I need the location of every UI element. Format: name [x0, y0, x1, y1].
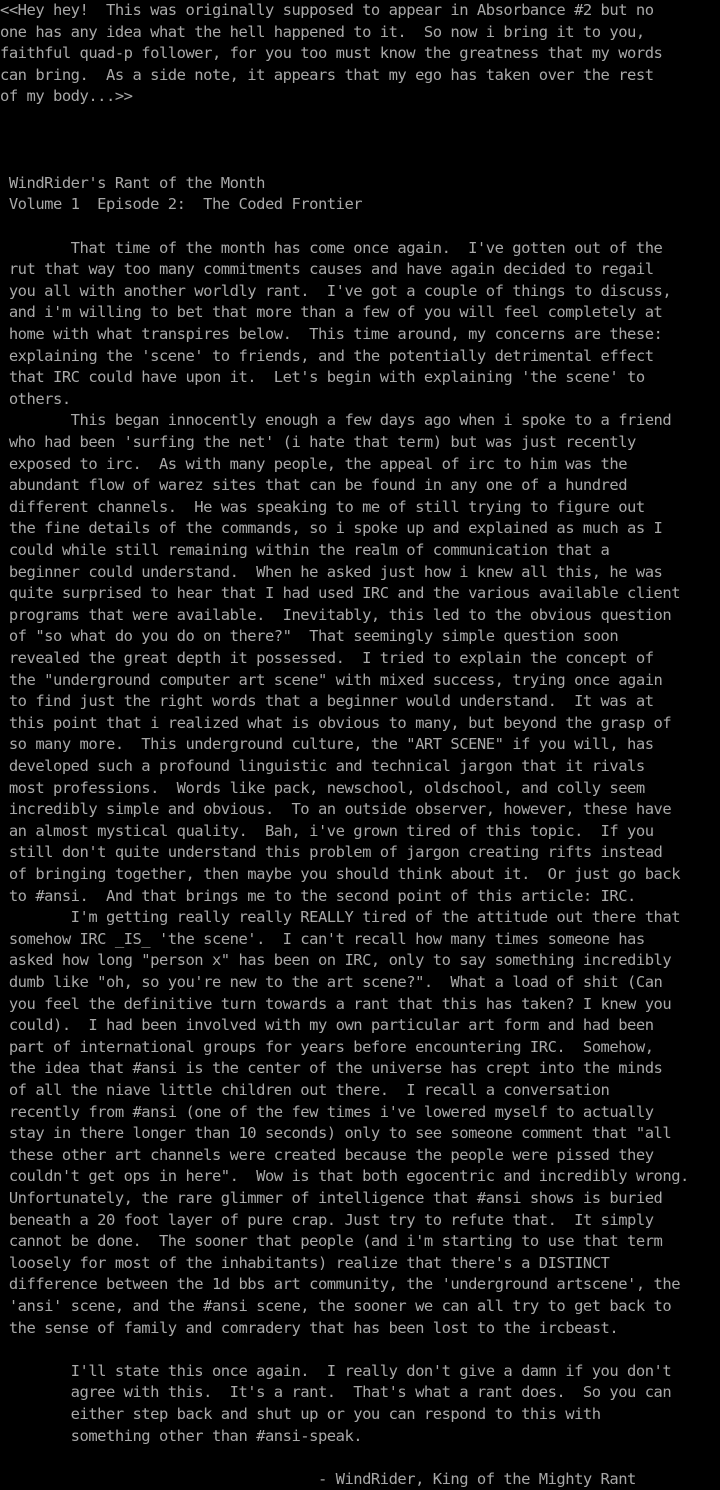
text-line: of all the niave little children out there. I recall a conversation: [0, 1081, 610, 1099]
text-line: revealed the great depth it possessed. I tried to explain the concept of: [0, 649, 654, 667]
text-line: the "underground computer art scene" with mixed success, trying once again: [0, 670, 663, 689]
text-line: I'm getting really really REALLY tired of the attitude out there that: [0, 908, 681, 927]
text-line: and i'm willing to bet that more than a few of you will feel completely at: [0, 303, 663, 322]
text-line: agree with this. It's a rant. That's what a rant does. So you can: [0, 1383, 672, 1402]
text-line: can bring. As a side note, it appears that my ego has taken over the rest: [0, 65, 654, 84]
text-line: most professions. Words like pack, newschool, oldschool, and colly seem: [0, 778, 645, 797]
text-line: to find just the right words that a beginner would understand. It was at: [0, 692, 654, 711]
text-line: beginner could understand. When he asked just how i knew all this, he was: [0, 562, 663, 581]
text-line: loosely for most of the inhabitants) realize that there's a DISTINCT: [0, 1253, 610, 1272]
text-line: of "so what do you do on there?" That seemingly simple question soon: [0, 627, 619, 646]
text-line: you feel the definitive turn towards a rant that this has taken? I knew you: [0, 994, 672, 1013]
text-line: WindRider's Rant of the Month: [0, 173, 265, 192]
text-line: That time of the month has come once again. I've gotten out of the: [0, 238, 663, 257]
text-line: either step back and shut up or you can respond to this with: [0, 1405, 601, 1423]
text-line: who had been 'surfing the net' (i hate that term) but was just recently: [0, 433, 636, 451]
text-line: asked how long "person x" has been on IRC, only to say something incredibly: [0, 951, 672, 970]
text-line: dumb like "oh, so you're new to the art scene?". What a load of shit (Can: [0, 973, 663, 991]
text-line: explaining the 'scene' to friends, and the potentially detrimental effect: [0, 346, 654, 365]
text-line: home with what transpires below. This time around, my concerns are these:: [0, 325, 663, 343]
text-line: the idea that #ansi is the center of the universe has crept into the minds: [0, 1059, 663, 1078]
text-line: something other than #ansi-speak.: [0, 1426, 363, 1445]
text-line: recently from #ansi (one of the few times i've lowered myself to actually: [0, 1102, 654, 1121]
text-line: abundant flow of warez sites that can be found in any one of a hundred: [0, 476, 628, 495]
text-line: difference between the 1d bbs art community, the 'underground artscene', the: [0, 1275, 681, 1294]
text-line: cannot be done. The sooner that people (and i'm starting to use that term: [0, 1232, 663, 1251]
text-line: others.: [0, 389, 71, 408]
text-line: beneath a 20 foot layer of pure crap. Just try to refute that. It simply: [0, 1210, 654, 1229]
text-line: incredibly simple and obvious. To an outside observer, however, these have: [0, 800, 672, 819]
text-line: - WindRider, King of the Mighty Rant: [0, 1469, 636, 1488]
text-line: rut that way too many commitments causes and have again decided to regail: [0, 260, 654, 279]
text-line: Volume 1 Episode 2: The Coded Frontier: [0, 195, 363, 214]
text-line: 'ansi' scene, and the #ansi scene, the sooner we can all try to get back to: [0, 1297, 672, 1315]
text-line: the fine details of the commands, so i spoke up and explained as much as I: [0, 519, 663, 538]
text-line: part of international groups for years before encountering IRC. Somehow,: [0, 1037, 654, 1056]
text-line: somehow IRC _IS_ 'the scene'. I can't recall how many times someone has: [0, 929, 645, 948]
text-line: still don't quite understand this problem of jargon creating rifts instead: [0, 843, 663, 862]
text-line: of bringing together, then maybe you should think about it. Or just go back: [0, 865, 681, 883]
text-line: This began innocently enough a few days ago when i spoke to a friend: [0, 411, 672, 430]
text-line: of my body...>>: [0, 87, 133, 106]
text-line: Unfortunately, the rare glimmer of intelligence that #ansi shows is buried: [0, 1189, 663, 1207]
text-line: the sense of family and comradery that has been lost to the ircbeast.: [0, 1318, 619, 1337]
text-line: developed such a profound linguistic and technical jargon that it rivals: [0, 757, 645, 775]
text-line: quite surprised to hear that I had used IRC and the various available client: [0, 584, 681, 603]
text-line: exposed to irc. As with many people, the appeal of irc to him was the: [0, 454, 628, 473]
text-line: this point that i realized what is obvious to many, but beyond the grasp of: [0, 713, 672, 732]
text-line: could while still remaining within the realm of communication that a: [0, 541, 610, 559]
text-line: programs that were available. Inevitably, this led to the obvious question: [0, 605, 672, 624]
text-line: could). I had been involved with my own particular art form and had been: [0, 1016, 654, 1035]
text-line: that IRC could have upon it. Let's begin with explaining 'the scene' to: [0, 368, 645, 387]
text-line: to #ansi. And that brings me to the second point of this article: IRC.: [0, 886, 636, 905]
text-line: couldn't get ops in here". Wow is that both egocentric and incredibly wrong.: [0, 1167, 689, 1186]
text-line: different channels. He was speaking to me of still trying to figure out: [0, 497, 645, 516]
text-line: an almost mystical quality. Bah, i've grown tired of this topic. If you: [0, 821, 654, 840]
text-line: these other art channels were created because the people were pissed they: [0, 1145, 654, 1164]
text-line: you all with another worldly rant. I've got a couple of things to discuss,: [0, 281, 672, 300]
text-line: I'll state this once again. I really don't give a damn if you don't: [0, 1361, 672, 1380]
text-line: <<Hey hey! This was originally supposed to appear in Absorbance #2 but no: [0, 1, 654, 19]
text-line: faithful quad-p follower, for you too must know the greatness that my words: [0, 44, 663, 63]
text-line: so many more. This underground culture, the "ART SCENE" if you will, has: [0, 735, 654, 754]
text-line: stay in there longer than 10 seconds) only to see someone comment that "all: [0, 1124, 672, 1143]
text-line: one has any idea what the hell happened to it. So now i bring it to you,: [0, 22, 645, 41]
